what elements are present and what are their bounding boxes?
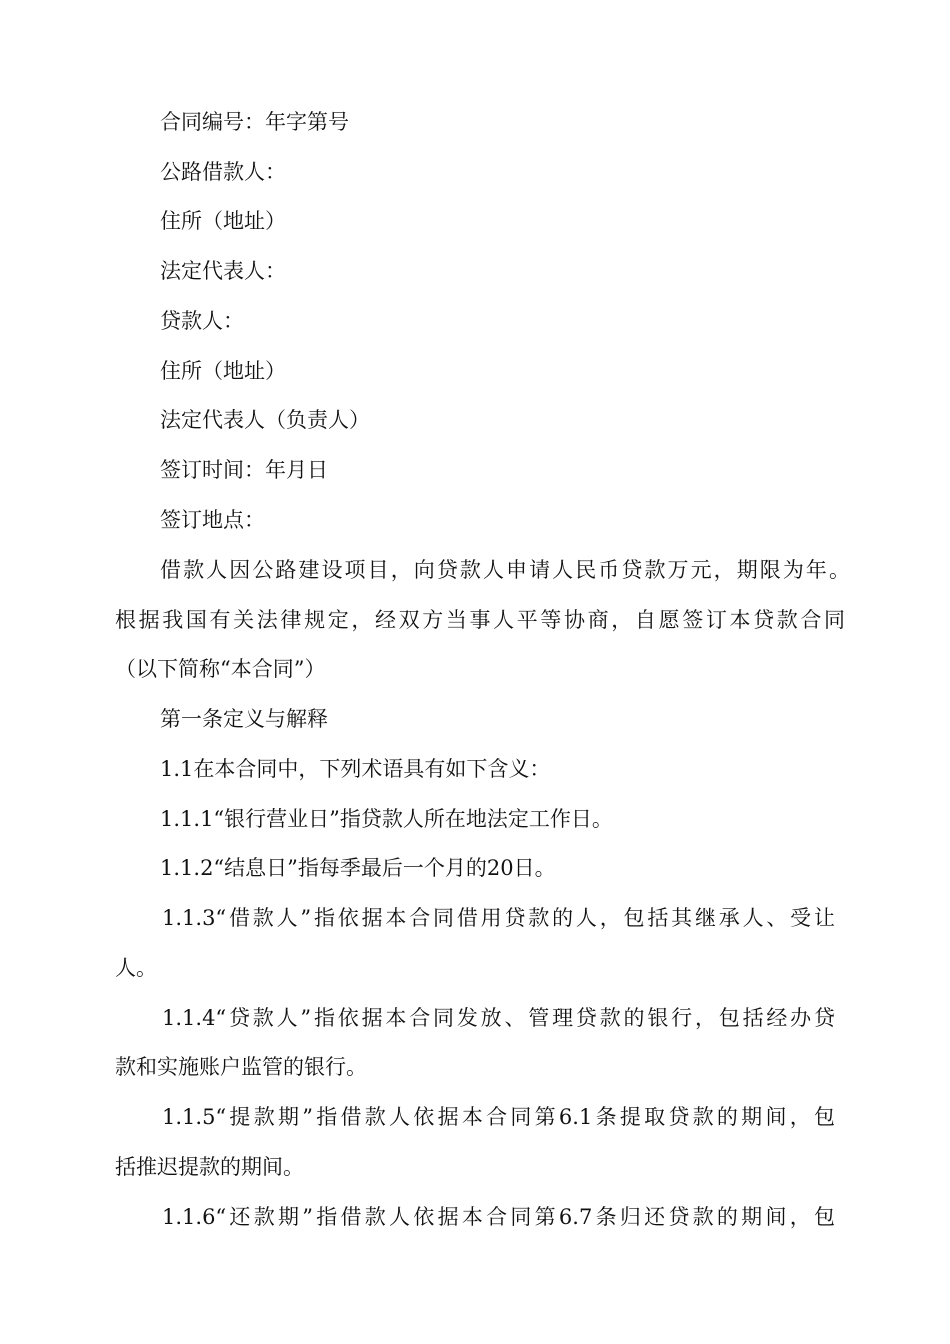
- contract-number: 合同编号：年字第号: [160, 110, 349, 134]
- preamble-line-3: （以下简称“本合同”）: [115, 657, 326, 681]
- preamble-line-2: 根据我国有关法律规定，经双方当事人平等协商，自愿签订本贷款合同: [115, 608, 845, 632]
- highway-borrower: 公路借款人：: [160, 160, 286, 184]
- clause-1-1-2: 1.1.2“结息日”指每季最后一个月的20日。: [160, 856, 556, 880]
- preamble-line-1: 借款人因公路建设项目，向贷款人申请人民币贷款万元，期限为年。: [160, 558, 850, 582]
- clause-1-1-3-line-2: 人。: [115, 956, 157, 980]
- clause-1-1-3-line-1: 1.1.3“借款人”指依据本合同借用贷款的人，包括其继承人、受让: [162, 906, 835, 930]
- clause-1-1-1: 1.1.1“银行营业日”指贷款人所在地法定工作日。: [160, 807, 613, 831]
- clause-1-1-5-line-1: 1.1.5“提款期”指借款人依据本合同第6.1条提取贷款的期间，包: [162, 1105, 835, 1129]
- borrower-legal-representative: 法定代表人：: [160, 259, 286, 283]
- clause-1-1: 1.1在本合同中，下列术语具有如下含义：: [160, 757, 551, 781]
- signing-place: 签订地点：: [160, 508, 265, 532]
- lender-address: 住所（地址）: [160, 359, 286, 383]
- article-1-title: 第一条定义与解释: [160, 707, 328, 731]
- signing-date: 签订时间：年月日: [160, 458, 328, 482]
- borrower-address: 住所（地址）: [160, 209, 286, 233]
- clause-1-1-5-line-2: 括推迟提款的期间。: [115, 1155, 304, 1179]
- clause-1-1-6-line-1: 1.1.6“还款期”指借款人依据本合同第6.7条归还贷款的期间，包: [162, 1205, 835, 1229]
- clause-1-1-4-line-1: 1.1.4“贷款人”指依据本合同发放、管理贷款的银行，包括经办贷: [162, 1006, 835, 1030]
- lender-legal-representative: 法定代表人（负责人）: [160, 408, 370, 432]
- clause-1-1-4-line-2: 款和实施账户监管的银行。: [115, 1055, 367, 1079]
- lender: 贷款人：: [160, 309, 244, 333]
